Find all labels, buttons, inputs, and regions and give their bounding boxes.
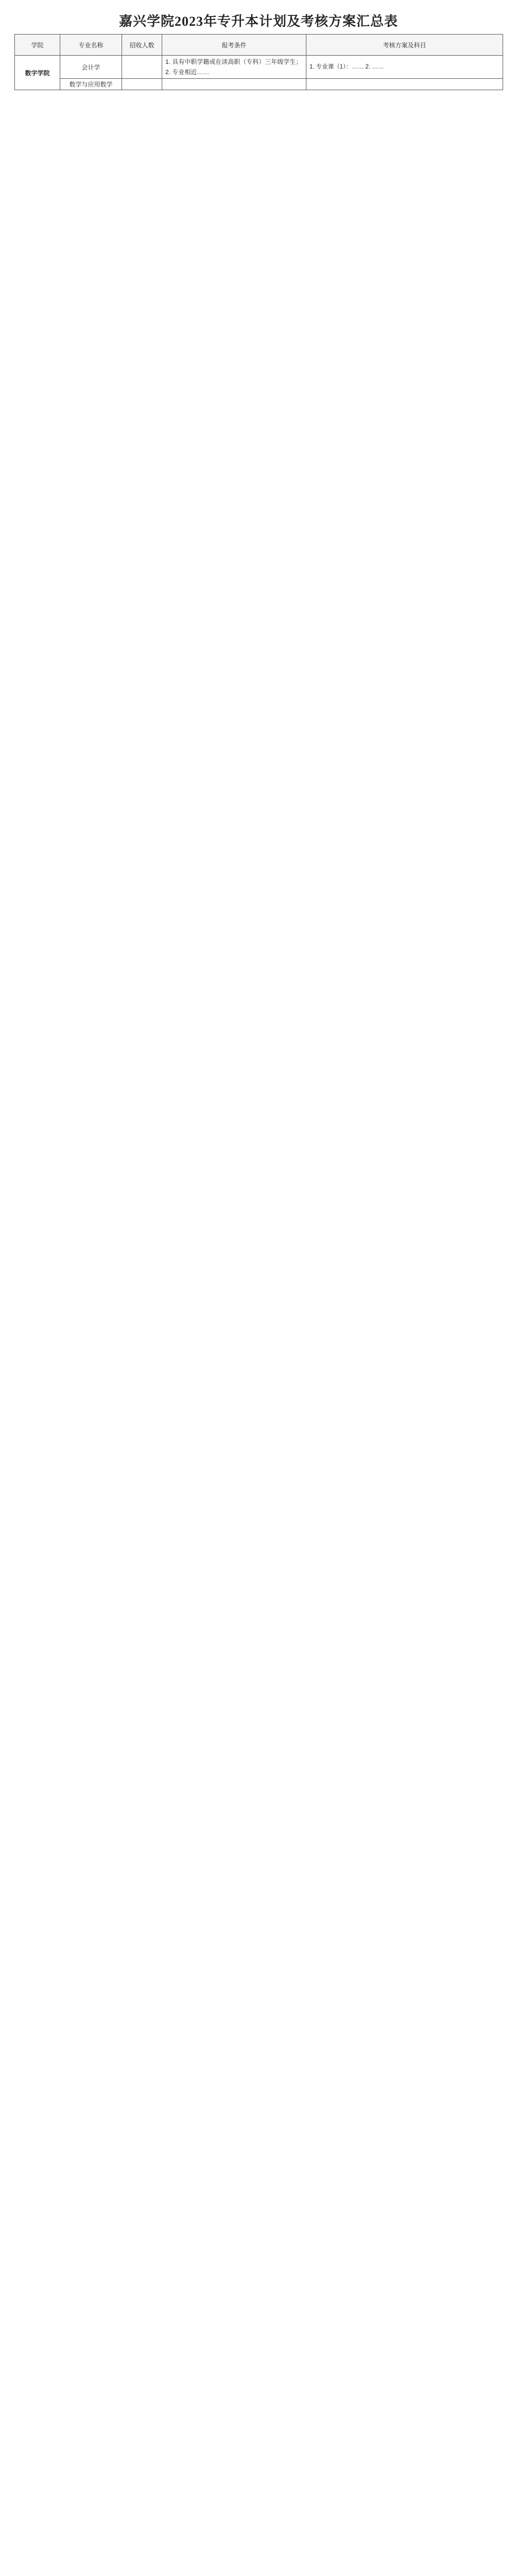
count-cell — [122, 79, 162, 90]
page-title: 嘉兴学院2023年专升本计划及考核方案汇总表 — [118, 14, 398, 29]
condition-cell — [162, 79, 306, 90]
plan-cell: 1. 专业课（1）：…… 2. …… — [306, 56, 503, 79]
header-major: 专业名称 — [60, 35, 122, 56]
table-header — [15, 35, 503, 56]
header-plan: 考核方案及科目 — [306, 35, 503, 56]
count-cell — [122, 56, 162, 79]
table-body — [15, 56, 503, 90]
page — [14, 9, 503, 90]
major-cell: 会计学 — [60, 56, 122, 79]
header-condition: 报考条件 — [162, 35, 306, 56]
major-cell: 数学与应用数学 — [60, 79, 122, 90]
plan-cell — [306, 79, 503, 90]
program-table — [14, 34, 503, 90]
college-cell: 数字学院 — [15, 56, 60, 90]
table-row — [15, 79, 503, 90]
condition-cell: 1. 具有中职学籍或在读高职（专科）三年级学生； 2. 专业相近…… — [162, 56, 306, 79]
table-row — [15, 56, 503, 79]
header-college: 学院 — [15, 35, 60, 56]
header-count: 招收人数 — [122, 35, 162, 56]
